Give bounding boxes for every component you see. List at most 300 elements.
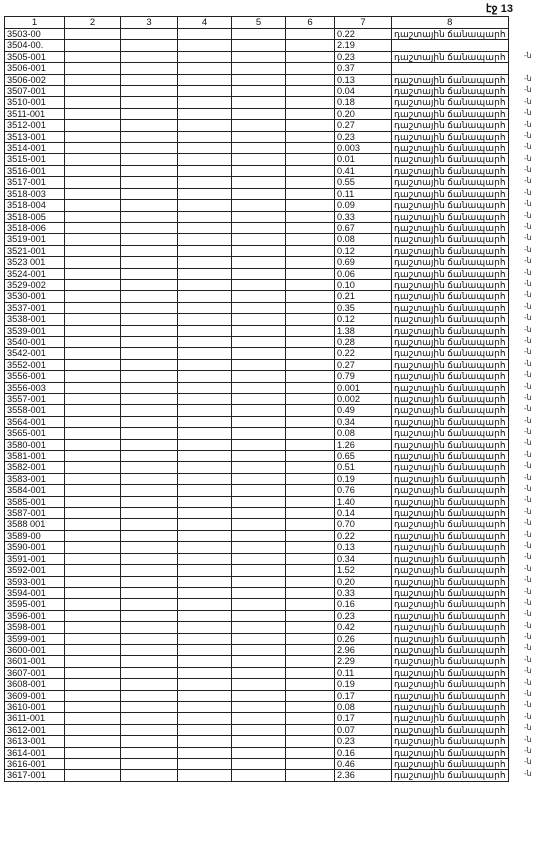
empty-cell [286, 40, 335, 51]
area-cell: 0.19 [335, 679, 392, 690]
margin-mark: -ն [524, 620, 532, 630]
area-cell: 0.33 [335, 587, 392, 598]
table-row [5, 51, 509, 62]
table-row [5, 667, 509, 678]
empty-cell [286, 473, 335, 484]
empty-cell [65, 211, 121, 222]
area-cell: 0.13 [335, 542, 392, 553]
empty-cell [121, 314, 178, 325]
parcel-code-cell: 3612-001 [5, 724, 65, 735]
land-type-cell: դաշտային ճանապարհ [392, 279, 509, 290]
empty-cell [232, 770, 286, 781]
margin-mark: -ն [524, 746, 532, 755]
parcel-code-cell: 3590-001 [5, 542, 65, 553]
empty-cell [286, 291, 335, 302]
empty-cell [121, 485, 178, 496]
empty-cell [65, 679, 121, 690]
area-cell: 0.46 [335, 759, 392, 770]
area-cell: 0.06 [335, 268, 392, 279]
margin-mark: -ն [524, 130, 532, 140]
area-cell: 0.13 [335, 74, 392, 85]
margin-mark: -ն [524, 552, 532, 562]
table-row [5, 690, 509, 701]
table-row [5, 29, 509, 40]
empty-cell [178, 279, 232, 290]
parcel-code-cell: 3529-002 [5, 279, 65, 290]
empty-cell [286, 530, 335, 541]
empty-cell [65, 644, 121, 655]
empty-cell [286, 622, 335, 633]
margin-mark: -ն [524, 199, 532, 209]
margin-mark: -ն [524, 187, 532, 197]
parcel-code-cell: 3518-004 [5, 200, 65, 211]
empty-cell [286, 542, 335, 553]
empty-cell [121, 747, 178, 758]
empty-cell [178, 565, 232, 576]
empty-cell [286, 279, 335, 290]
parcel-code-cell: 3523 001 [5, 257, 65, 268]
empty-cell [65, 747, 121, 758]
area-cell: 0.17 [335, 713, 392, 724]
table-row [5, 747, 509, 758]
parcel-code-cell: 3585-001 [5, 496, 65, 507]
parcel-code-cell: 3608-001 [5, 679, 65, 690]
margin-mark: -ն [524, 427, 532, 437]
empty-cell [65, 268, 121, 279]
empty-cell [178, 610, 232, 621]
land-type-cell: դաշտային ճանապարհ [392, 165, 509, 176]
empty-cell [178, 644, 232, 655]
table-row [5, 74, 509, 85]
margin-mark: -ն [524, 233, 532, 243]
parcel-code-cell: 3565-001 [5, 428, 65, 439]
margin-mark: -ն [524, 347, 532, 357]
area-cell: 0.08 [335, 234, 392, 245]
empty-cell [232, 679, 286, 690]
empty-cell [232, 348, 286, 359]
empty-cell [286, 63, 335, 74]
empty-cell [65, 759, 121, 770]
empty-cell [178, 234, 232, 245]
area-cell: 0.23 [335, 51, 392, 62]
empty-cell [232, 747, 286, 758]
margin-mark: -ն [524, 51, 532, 61]
land-type-cell: դաշտային ճանապարհ [392, 736, 509, 747]
empty-cell [121, 154, 178, 165]
margin-mark: -ն [524, 666, 532, 676]
empty-cell [286, 97, 335, 108]
empty-cell [286, 211, 335, 222]
empty-cell [121, 165, 178, 176]
area-cell: 0.01 [335, 154, 392, 165]
land-type-cell: դաշտային ճանապարհ [392, 394, 509, 405]
empty-cell [178, 496, 232, 507]
empty-cell [286, 325, 335, 336]
empty-cell [121, 451, 178, 462]
area-cell: 0.35 [335, 302, 392, 313]
area-cell: 0.22 [335, 530, 392, 541]
empty-cell [286, 416, 335, 427]
parcel-code-cell: 3503-00 [5, 29, 65, 40]
empty-cell [232, 234, 286, 245]
empty-cell [121, 656, 178, 667]
parcel-code-cell: 3556-003 [5, 382, 65, 393]
column-header: 7 [335, 17, 392, 29]
land-type-cell: դաշտային ճանապարհ [392, 473, 509, 484]
empty-cell [178, 542, 232, 553]
empty-cell [232, 405, 286, 416]
land-type-cell: դաշտային ճանապարհ [392, 234, 509, 245]
empty-cell [178, 690, 232, 701]
column-header: 4 [178, 17, 232, 29]
empty-cell [232, 690, 286, 701]
area-cell: 0.49 [335, 405, 392, 416]
empty-cell [65, 97, 121, 108]
empty-cell [65, 587, 121, 598]
land-type-cell: դաշտային ճանապարհ [392, 656, 509, 667]
empty-cell [121, 257, 178, 268]
empty-cell [232, 394, 286, 405]
empty-cell [178, 416, 232, 427]
land-type-cell: դաշտային ճանապարհ [392, 348, 509, 359]
parcel-code-cell: 3530-001 [5, 291, 65, 302]
column-header: 1 [5, 17, 65, 29]
empty-cell [232, 519, 286, 530]
empty-cell [232, 576, 286, 587]
parcel-code-cell: 3516-001 [5, 165, 65, 176]
land-type-cell: դաշտային ճանապարհ [392, 519, 509, 530]
empty-cell [286, 736, 335, 747]
land-type-cell: դաշտային ճանապարհ [392, 542, 509, 553]
empty-cell [286, 690, 335, 701]
area-cell: 2.36 [335, 770, 392, 781]
empty-cell [286, 439, 335, 450]
empty-cell [65, 473, 121, 484]
area-cell: 0.37 [335, 63, 392, 74]
land-type-cell: դաշտային ճանապարհ [392, 74, 509, 85]
area-cell: 0.10 [335, 279, 392, 290]
area-cell: 2.19 [335, 40, 392, 51]
parcel-code-cell: 3613-001 [5, 736, 65, 747]
area-cell: 0.12 [335, 245, 392, 256]
empty-cell [178, 348, 232, 359]
land-type-cell: դաշտային ճանապարհ [392, 325, 509, 336]
area-cell: 0.27 [335, 359, 392, 370]
parcel-code-cell: 3598-001 [5, 622, 65, 633]
margin-mark: -ն [524, 96, 532, 106]
page-number: էջ 13 [485, 3, 513, 15]
parcel-code-cell: 3591-001 [5, 553, 65, 564]
area-cell: 0.34 [335, 416, 392, 427]
empty-cell [286, 200, 335, 211]
empty-cell [232, 177, 286, 188]
empty-cell [286, 405, 335, 416]
empty-cell [232, 713, 286, 724]
area-cell: 0.08 [335, 701, 392, 712]
empty-cell [65, 314, 121, 325]
margin-mark: -ն [524, 256, 532, 266]
empty-cell [232, 257, 286, 268]
table-row [5, 97, 509, 108]
empty-cell [232, 508, 286, 519]
land-type-cell: դաշտային ճանապարհ [392, 633, 509, 644]
margin-mark: -ն [524, 711, 532, 721]
empty-cell [178, 97, 232, 108]
parcel-code-cell: 3524-001 [5, 268, 65, 279]
empty-cell [65, 496, 121, 507]
empty-cell [178, 473, 232, 484]
empty-cell [178, 29, 232, 40]
empty-cell [178, 222, 232, 233]
empty-cell [178, 63, 232, 74]
parcel-code-cell: 3505-001 [5, 51, 65, 62]
empty-cell [178, 439, 232, 450]
empty-cell [121, 200, 178, 211]
empty-cell [232, 451, 286, 462]
empty-cell [65, 154, 121, 165]
land-type-cell: դաշտային ճանապարհ [392, 51, 509, 62]
area-cell: 0.17 [335, 690, 392, 701]
margin-mark: -ն [524, 153, 532, 163]
area-cell: 0.07 [335, 724, 392, 735]
empty-cell [286, 394, 335, 405]
table-row [5, 131, 509, 142]
margin-mark: -ն [524, 358, 532, 368]
empty-cell [178, 382, 232, 393]
empty-cell [121, 587, 178, 598]
parcel-code-cell: 3515-001 [5, 154, 65, 165]
empty-cell [121, 291, 178, 302]
empty-cell [65, 553, 121, 564]
empty-cell [65, 291, 121, 302]
empty-cell [286, 565, 335, 576]
empty-cell [232, 29, 286, 40]
empty-cell [121, 542, 178, 553]
area-cell: 0.69 [335, 257, 392, 268]
empty-cell [286, 348, 335, 359]
empty-cell [232, 565, 286, 576]
land-type-cell: դաշտային ճանապարհ [392, 97, 509, 108]
margin-mark: -ն [524, 267, 532, 277]
area-cell: 0.33 [335, 211, 392, 222]
area-cell: 0.34 [335, 553, 392, 564]
land-type-cell: դաշտային ճանապարհ [392, 759, 509, 770]
empty-cell [121, 667, 178, 678]
empty-cell [178, 508, 232, 519]
empty-cell [65, 770, 121, 781]
land-type-cell: դաշտային ճանապարհ [392, 439, 509, 450]
margin-mark: -ն [524, 700, 532, 710]
empty-cell [286, 451, 335, 462]
land-parcel-table [4, 16, 509, 782]
empty-cell [178, 701, 232, 712]
empty-cell [121, 302, 178, 313]
empty-cell [65, 120, 121, 131]
empty-cell [178, 302, 232, 313]
empty-cell [232, 200, 286, 211]
margin-mark [524, 62, 543, 73]
empty-cell [178, 108, 232, 119]
empty-cell [121, 188, 178, 199]
empty-cell [232, 97, 286, 108]
land-type-cell: դաշտային ճանապարհ [392, 565, 509, 576]
empty-cell [178, 359, 232, 370]
empty-cell [232, 485, 286, 496]
empty-cell [286, 713, 335, 724]
land-type-cell: դաշտային ճանապարհ [392, 485, 509, 496]
land-type-cell: դաշտային ճանապարհ [392, 359, 509, 370]
empty-cell [232, 382, 286, 393]
empty-cell [286, 131, 335, 142]
empty-cell [178, 245, 232, 256]
empty-cell [65, 565, 121, 576]
parcel-code-cell: 3564-001 [5, 416, 65, 427]
empty-cell [286, 747, 335, 758]
empty-cell [178, 530, 232, 541]
empty-cell [178, 770, 232, 781]
empty-cell [65, 348, 121, 359]
parcel-code-cell: 3600-001 [5, 644, 65, 655]
area-cell: 0.65 [335, 451, 392, 462]
empty-cell [286, 462, 335, 473]
empty-cell [65, 63, 121, 74]
parcel-code-cell: 3558-001 [5, 405, 65, 416]
margin-mark: -ն [524, 597, 532, 607]
empty-cell [121, 143, 178, 154]
empty-cell [286, 553, 335, 564]
empty-cell [121, 234, 178, 245]
parcel-code-cell: 3589-00 [5, 530, 65, 541]
table-row [5, 462, 509, 473]
table-row [5, 724, 509, 735]
table-row [5, 519, 509, 530]
empty-cell [65, 382, 121, 393]
empty-cell [178, 257, 232, 268]
table-row [5, 348, 509, 359]
empty-cell [65, 371, 121, 382]
table-row [5, 553, 509, 564]
empty-cell [65, 394, 121, 405]
empty-cell [178, 371, 232, 382]
empty-cell [65, 325, 121, 336]
margin-mark: -ն [524, 506, 532, 516]
land-type-cell: դաշտային ճանապարհ [392, 690, 509, 701]
column-header: 2 [65, 17, 121, 29]
empty-cell [232, 542, 286, 553]
empty-cell [232, 268, 286, 279]
empty-cell [286, 679, 335, 690]
empty-cell [286, 587, 335, 598]
empty-cell [121, 97, 178, 108]
parcel-code-cell: 3609-001 [5, 690, 65, 701]
land-type-cell: դաշտային ճանապարհ [392, 713, 509, 724]
margin-mark: -ն [524, 210, 532, 220]
area-cell: 0.08 [335, 428, 392, 439]
parcel-code-cell: 3518-005 [5, 211, 65, 222]
land-type-cell: դաշտային ճանապարհ [392, 667, 509, 678]
empty-cell [121, 120, 178, 131]
empty-cell [286, 382, 335, 393]
empty-cell [121, 530, 178, 541]
margin-mark: -ն [524, 313, 532, 323]
empty-cell [232, 371, 286, 382]
table-row [5, 143, 509, 154]
empty-cell [65, 462, 121, 473]
empty-cell [232, 587, 286, 598]
empty-cell [121, 382, 178, 393]
empty-cell [232, 553, 286, 564]
parcel-code-cell: 3587-001 [5, 508, 65, 519]
margin-mark: -ն [524, 324, 532, 334]
empty-cell [232, 701, 286, 712]
empty-cell [178, 177, 232, 188]
empty-cell [121, 724, 178, 735]
area-cell: 0.22 [335, 348, 392, 359]
empty-cell [178, 759, 232, 770]
empty-cell [65, 508, 121, 519]
table-row [5, 508, 509, 519]
empty-cell [65, 200, 121, 211]
margin-mark: -ն [524, 461, 532, 471]
empty-cell [65, 86, 121, 97]
empty-cell [121, 29, 178, 40]
land-type-cell: դաշտային ճանապարհ [392, 86, 509, 97]
empty-cell [121, 371, 178, 382]
table-row [5, 565, 509, 576]
empty-cell [121, 279, 178, 290]
empty-cell [121, 40, 178, 51]
table-row [5, 268, 509, 279]
area-cell: 0.26 [335, 633, 392, 644]
empty-cell [232, 314, 286, 325]
parcel-code-cell: 3506-002 [5, 74, 65, 85]
area-cell: 1.38 [335, 325, 392, 336]
table-row [5, 394, 509, 405]
parcel-code-cell: 3607-001 [5, 667, 65, 678]
empty-cell [65, 177, 121, 188]
margin-mark: -ն [524, 575, 532, 585]
land-type-cell: դաշտային ճանապարհ [392, 371, 509, 382]
table-row [5, 713, 509, 724]
empty-cell [286, 633, 335, 644]
margin-mark: -ն [524, 586, 532, 596]
parcel-code-cell: 3593-001 [5, 576, 65, 587]
empty-cell [65, 279, 121, 290]
parcel-code-cell: 3584-001 [5, 485, 65, 496]
empty-cell [286, 86, 335, 97]
empty-cell [178, 633, 232, 644]
margin-mark: -ն [524, 438, 532, 448]
parcel-code-cell: 3537-001 [5, 302, 65, 313]
land-type-cell: դաշտային ճանապարհ [392, 530, 509, 541]
parcel-code-cell: 3518-003 [5, 188, 65, 199]
parcel-code-cell: 3611-001 [5, 713, 65, 724]
empty-cell [65, 359, 121, 370]
area-cell: 0.19 [335, 473, 392, 484]
area-cell: 0.28 [335, 336, 392, 347]
margin-mark: -ն [524, 563, 532, 573]
land-type-cell: դաշտային ճանապարհ [392, 622, 509, 633]
empty-cell [121, 496, 178, 507]
empty-cell [121, 565, 178, 576]
empty-cell [232, 154, 286, 165]
empty-cell [232, 656, 286, 667]
empty-cell [232, 291, 286, 302]
area-cell: 0.22 [335, 29, 392, 40]
empty-cell [65, 736, 121, 747]
empty-cell [121, 394, 178, 405]
land-type-cell: դաշտային ճանապարհ [392, 382, 509, 393]
